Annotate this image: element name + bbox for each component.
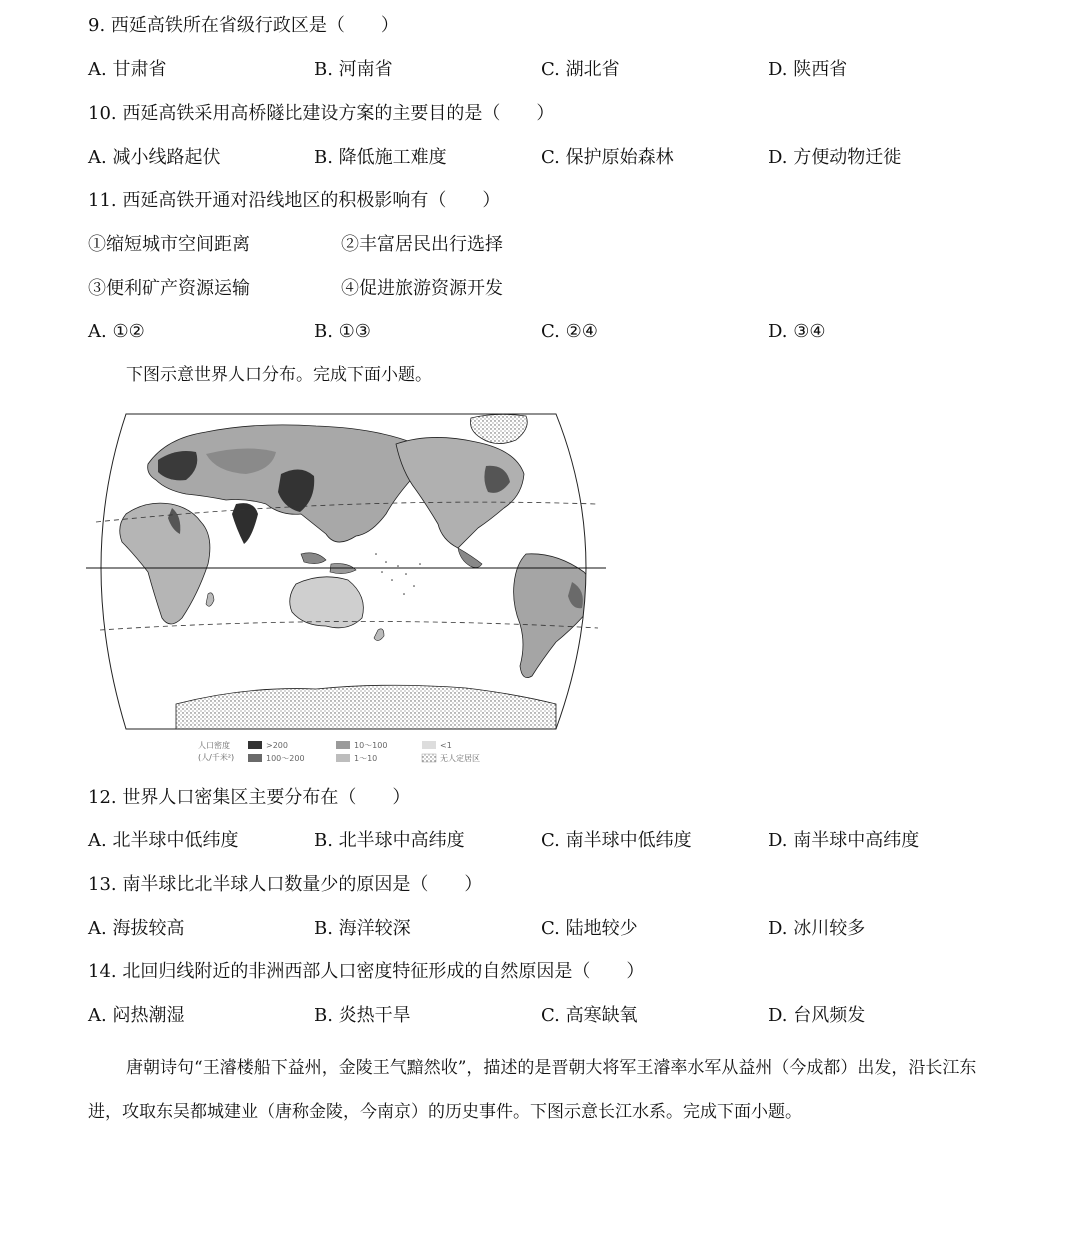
q11-option-b[interactable]: B. ①③ [314,321,371,342]
q12-option-b[interactable]: B. 北半球中高纬度 [314,830,465,851]
map-legend [198,740,480,763]
q12-option-a[interactable]: A. 北半球中低纬度 [88,830,239,851]
q11-item-4: ④促进旅游资源开发 [341,278,503,299]
svg-text:>200: >200 [266,741,288,750]
passage-text: 唐朝诗句“王濬楼船下益州，金陵王气黯然收”，描述的是晋朝大将军王濬率水军从益州（今成都）出发，沿长江东进，攻取东吴都城建业（唐称金陵，今南京）的历史事件。下图示意长江水系。完成下面小题。 [88,1058,977,1122]
q13-option-b[interactable]: B. 海洋较深 [314,918,411,939]
q14-option-a[interactable]: A. 闷热潮湿 [88,1005,185,1026]
legend-unit: (人/千米²) [198,753,235,762]
legend-title: 人口密度 [198,741,230,750]
question-12-stem: 12. 世界人口密集区主要分布在（ ） [88,787,411,808]
world-population-map [86,404,606,766]
question-14-stem: 14. 北回归线附近的非洲西部人口密度特征形成的自然原因是（ ） [88,961,645,982]
svg-text:1～10: 1～10 [354,754,378,763]
q12-option-d[interactable]: D. 南半球中高纬度 [768,830,920,851]
q9-option-c[interactable]: C. 湖北省 [541,59,620,80]
q14-option-c[interactable]: C. 高寒缺氧 [541,1005,638,1026]
question-11-stem: 11. 西延高铁开通对沿线地区的积极影响有（ ） [88,190,501,211]
svg-text:<1: <1 [440,741,452,750]
q13-option-a[interactable]: A. 海拔较高 [88,918,185,939]
q11-item-1: ①缩短城市空间距离 [88,234,250,255]
q10-option-b[interactable]: B. 降低施工难度 [314,147,447,168]
q11-option-a[interactable]: A. ①② [88,321,145,342]
q13-option-c[interactable]: C. 陆地较少 [541,918,638,939]
q11-item-3: ③便利矿产资源运输 [88,278,250,299]
q13-option-d[interactable]: D. 冰川较多 [768,918,866,939]
q11-item-2: ②丰富居民出行选择 [341,234,503,255]
q9-option-b[interactable]: B. 河南省 [314,59,393,80]
svg-text:无人定居区: 无人定居区 [440,754,480,763]
q11-option-c[interactable]: C. ②④ [541,321,598,342]
q10-option-d[interactable]: D. 方便动物迁徙 [768,147,902,168]
q14-option-b[interactable]: B. 炎热干旱 [314,1005,411,1026]
svg-text:100～200: 100～200 [266,754,305,763]
question-10-stem: 10. 西延高铁采用高桥隧比建设方案的主要目的是（ ） [88,103,555,124]
q12-option-c[interactable]: C. 南半球中低纬度 [541,830,692,851]
q11-option-d[interactable]: D. ③④ [768,321,826,342]
antarctica-shape [176,685,556,734]
q10-option-c[interactable]: C. 保护原始森林 [541,147,674,168]
map-intro: 下图示意世界人口分布。完成下面小题。 [126,365,432,385]
q9-option-a[interactable]: A. 甘肃省 [88,59,167,80]
q9-option-d[interactable]: D. 陕西省 [768,59,848,80]
question-13-stem: 13. 南半球比北半球人口数量少的原因是（ ） [88,874,483,895]
q10-option-a[interactable]: A. 减小线路起伏 [88,147,221,168]
q14-option-d[interactable]: D. 台风频发 [768,1005,866,1026]
question-9-stem: 9. 西延高铁所在省级行政区是（ ） [88,15,399,36]
svg-text:10～100: 10～100 [354,741,388,750]
